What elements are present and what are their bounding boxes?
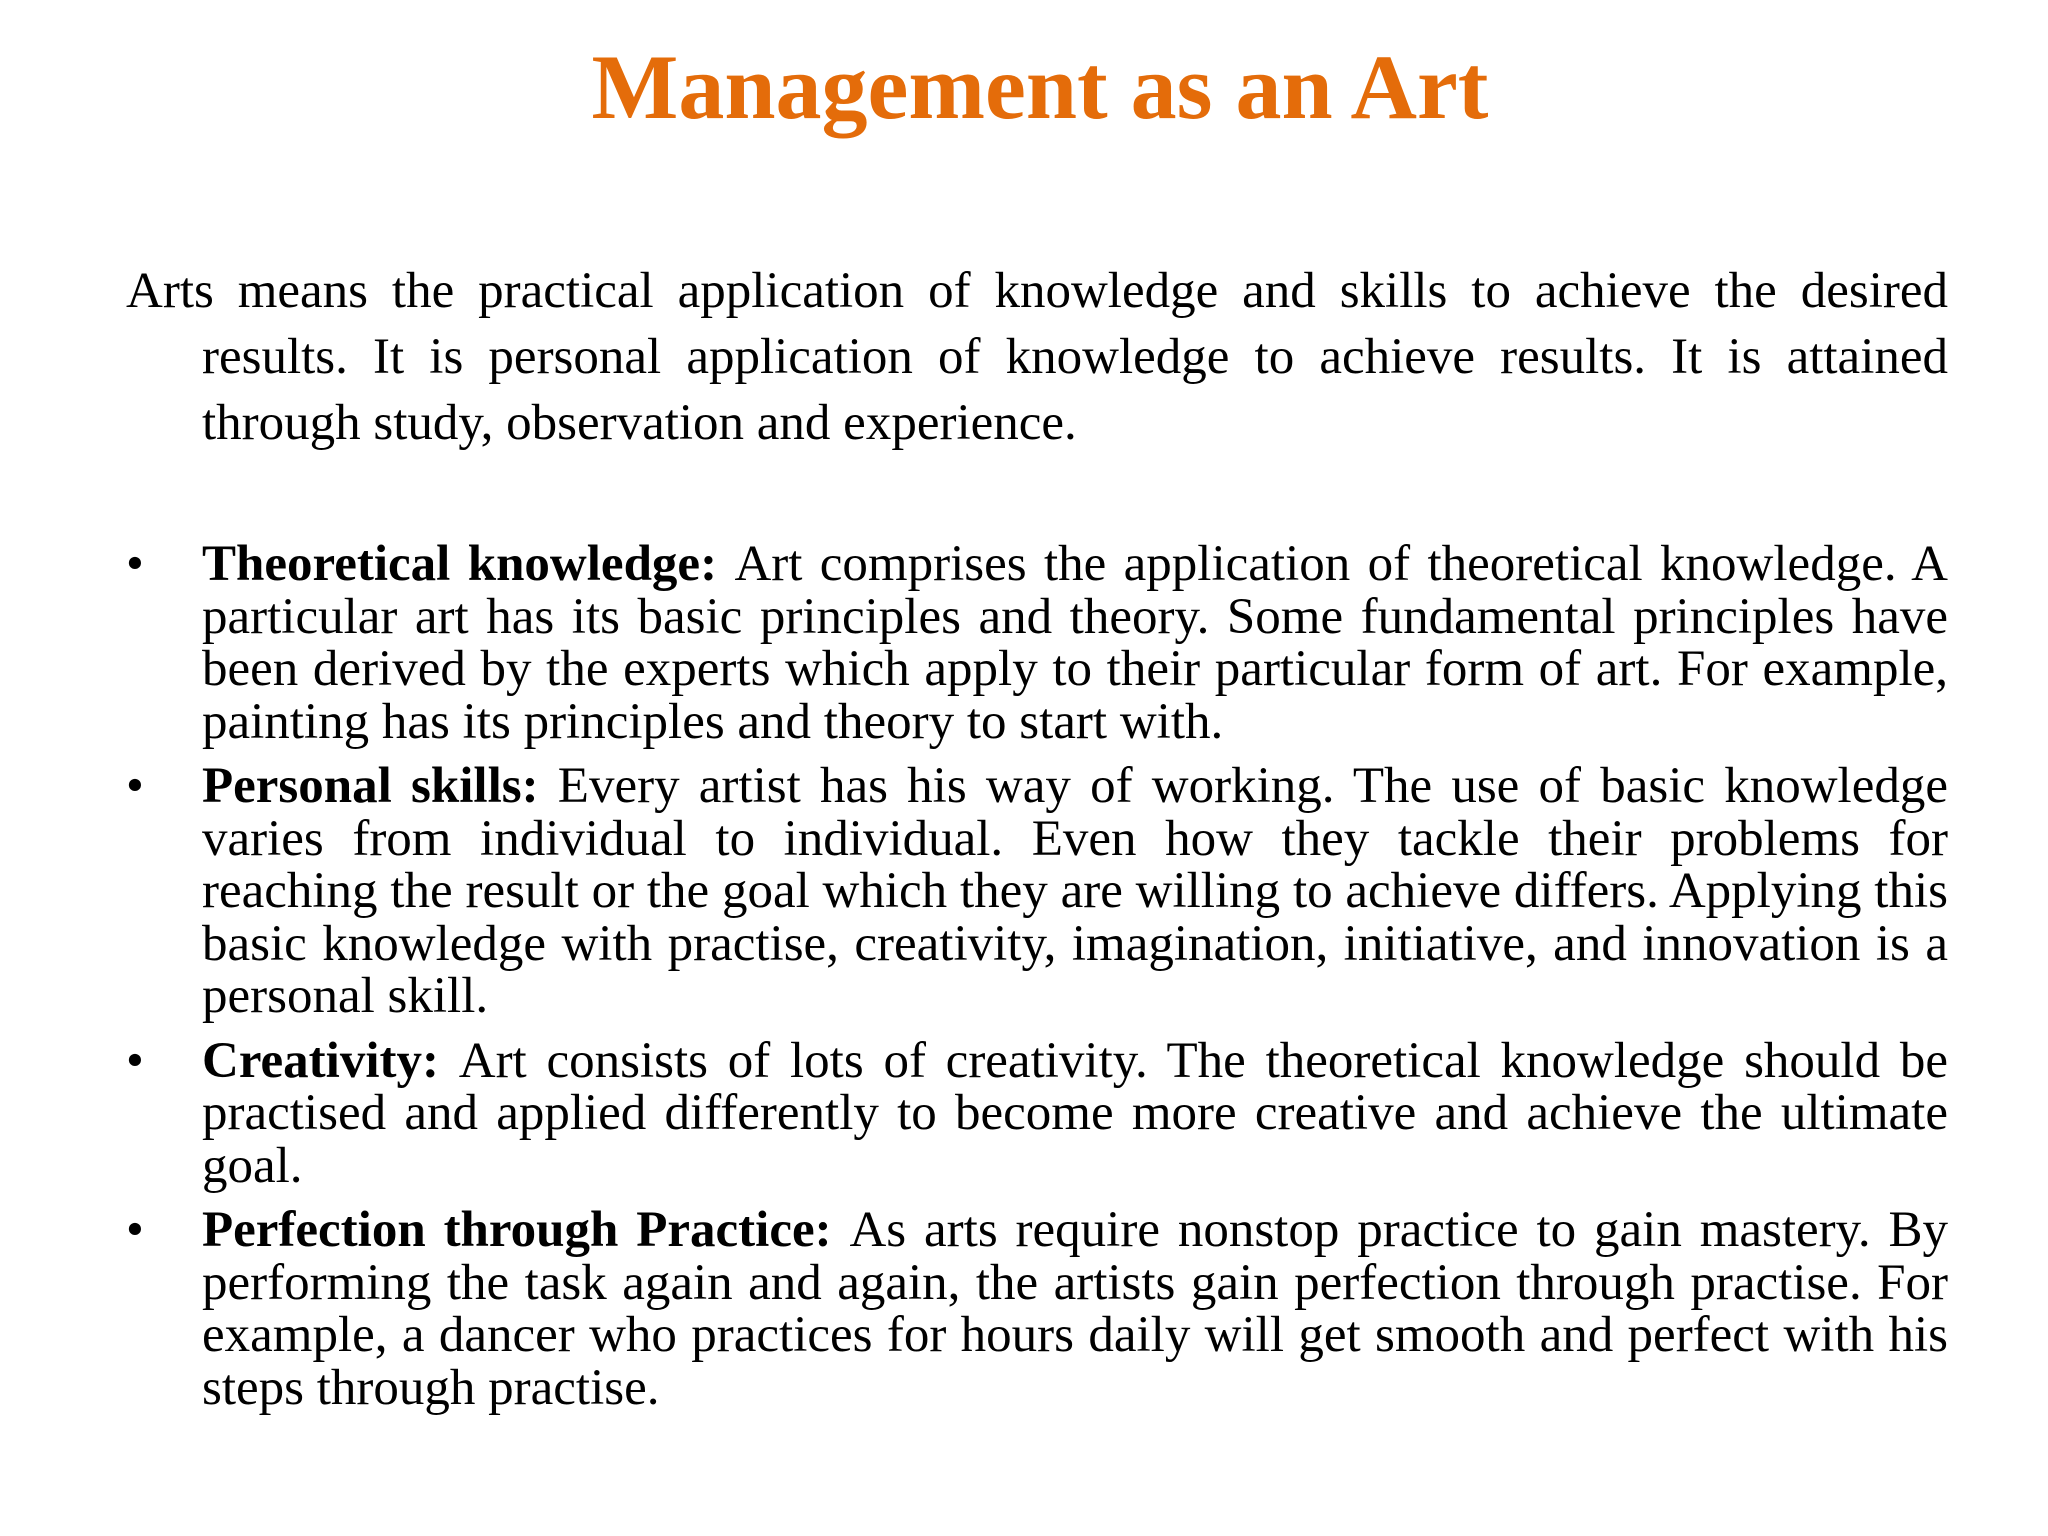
- bullet-icon: •: [126, 758, 144, 814]
- bullet-icon: •: [126, 1202, 144, 1258]
- bullet-text: As arts require nonstop practice to gain mastery. By performing the task again and again, the artists gain perfection through practise. For example, a dancer who practices for hours daily will get smooth and perfect with his steps through practise.: [202, 1202, 1948, 1416]
- bullet-text: Art comprises the application of theoretical knowledge. A particular art has its basic principles and theory. Some fundamental principles have been derived by the experts which apply to their particular form of art. For example, painting has its principles and theory to start with.: [202, 536, 1948, 750]
- bullet-personal-skills: [126, 760, 1948, 1023]
- bullet-icon: •: [126, 1032, 144, 1089]
- bullet-text: Art consists of lots of creativity. The theoretical knowledge should be practised and applied differently to become more creative and achieve the ultimate goal.: [202, 1032, 1948, 1194]
- bullet-term: Theoretical knowledge:: [202, 536, 735, 592]
- bullet-term: Creativity:: [202, 1032, 459, 1089]
- bullet-perfection-through-practice: [126, 1204, 1948, 1414]
- bullet-term: Personal skills:: [202, 758, 558, 814]
- slide-title: Management as an Art: [591, 36, 1489, 138]
- bullet-text: Every artist has his way of working. The use of basic knowledge varies from individual to individual. Even how they tackle their problems for reaching the result or the goal which they are willing to achieve differs. Applying this basic knowledge with practise, creativity, imagination, initiative, and innovation is a personal skill.: [202, 758, 1949, 1024]
- bullet-term: Perfection through Practice:: [202, 1202, 850, 1258]
- intro-paragraph: Arts means the practical application of knowledge and skills to achieve the desired results. It is personal application of knowledge to achieve results. It is attained through study, observation and experience.: [126, 263, 1948, 451]
- bullet-creativity: [126, 1032, 1948, 1194]
- bullet-icon: •: [126, 536, 144, 592]
- bullet-list: [126, 538, 1948, 1426]
- bullet-theoretical-knowledge: [126, 538, 1948, 748]
